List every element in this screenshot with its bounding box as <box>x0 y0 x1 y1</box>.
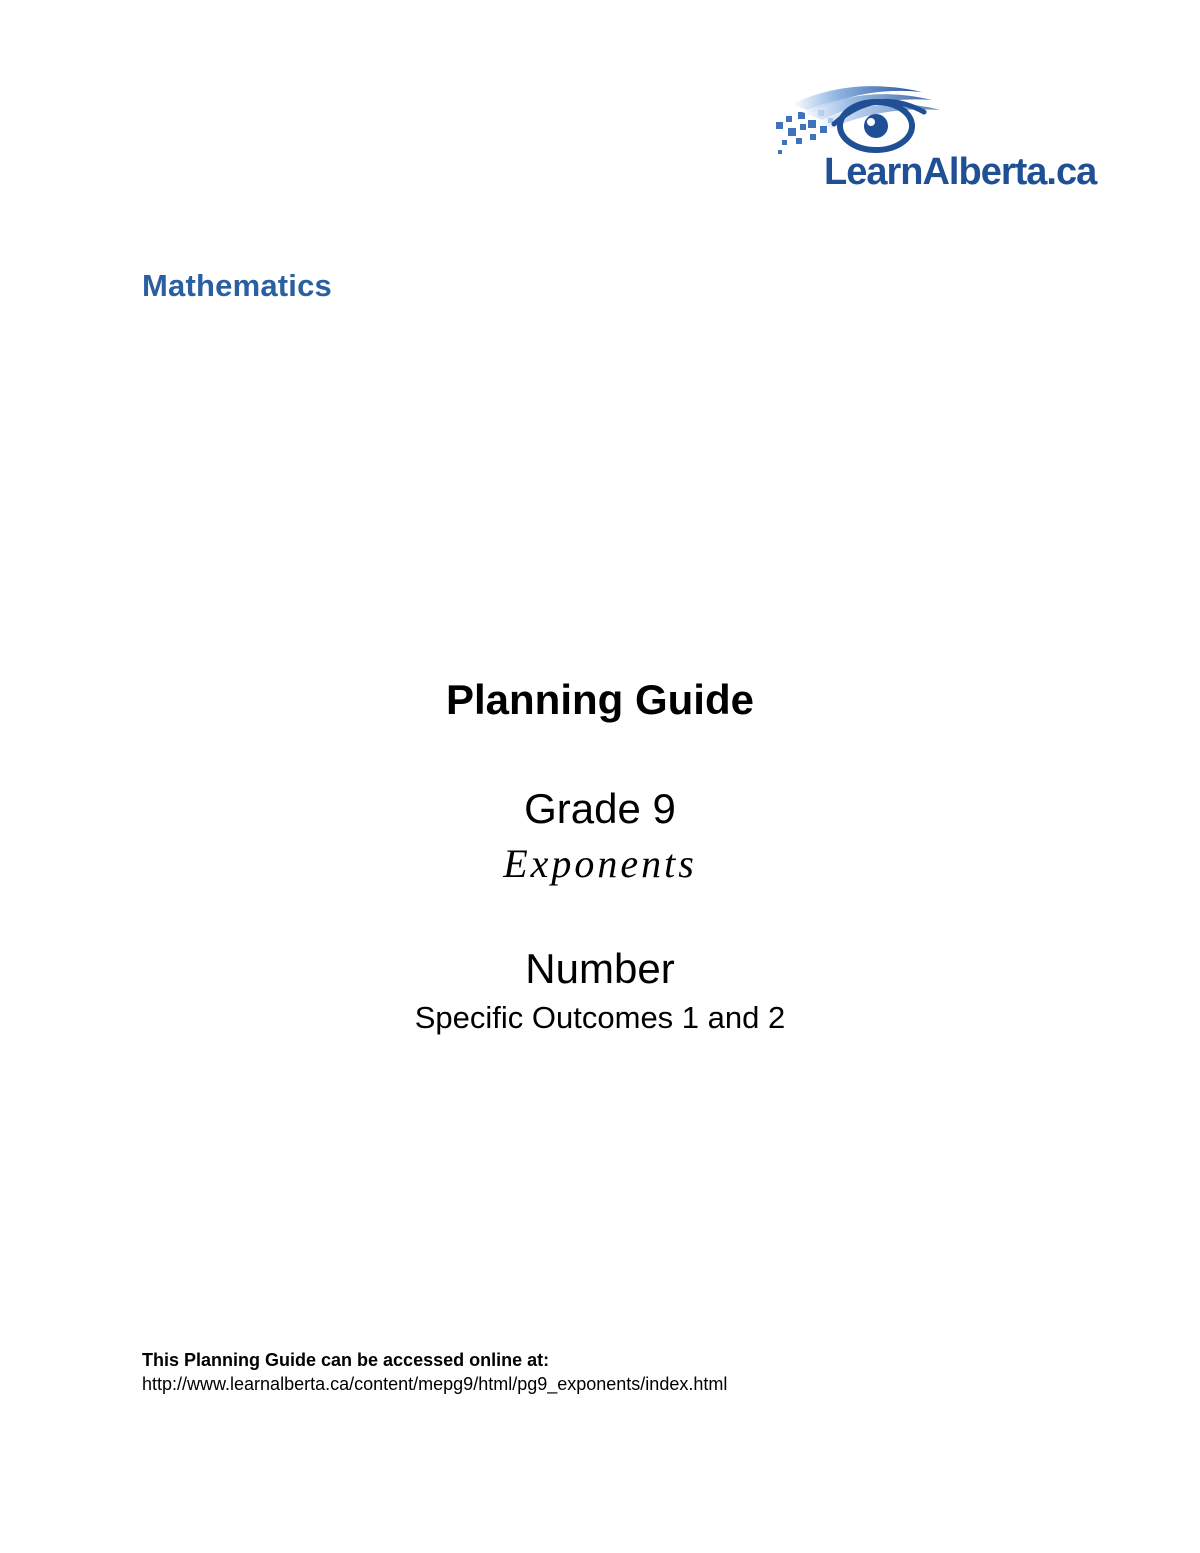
logo-graphic <box>772 82 1097 194</box>
learnalberta-logo <box>772 82 1097 194</box>
strand-name: Number <box>525 945 675 992</box>
document-title: Planning Guide <box>445 676 754 723</box>
online-access-note: This Planning Guide can be accessed online at: <box>142 1350 550 1370</box>
subject-heading: Mathematics <box>142 268 332 303</box>
svg-text:LearnAlberta.ca: LearnAlberta.ca <box>824 151 1097 193</box>
guide-url-link[interactable]: http://www.learnalberta.ca/content/mepg9/html/pg9_exponents/index.html <box>142 1374 728 1394</box>
grade-level: Grade 9 <box>524 785 676 832</box>
topic-name: Exponents <box>503 841 697 886</box>
specific-outcomes: Specific Outcomes 1 and 2 <box>414 1000 786 1035</box>
